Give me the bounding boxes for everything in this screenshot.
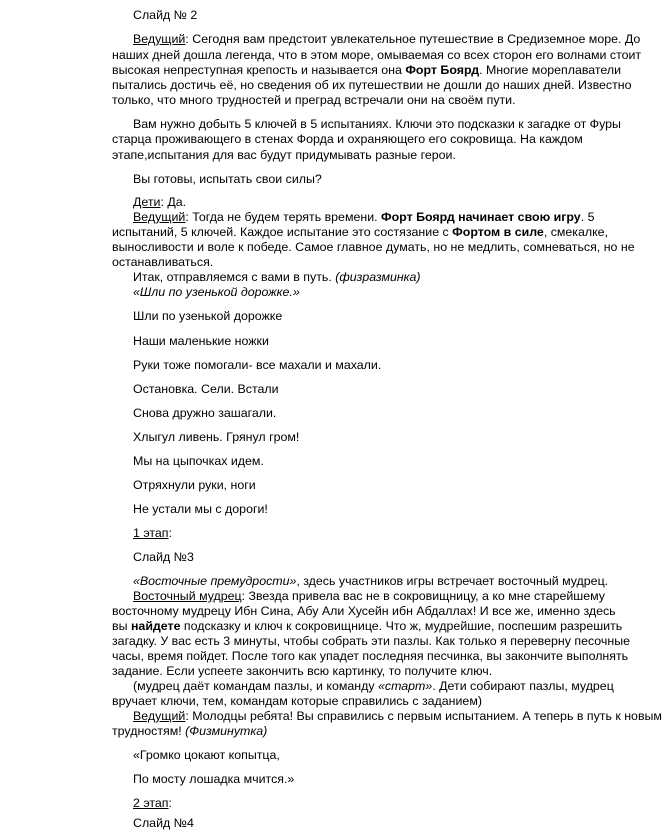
- paragraph-start-line: выносливости и воле к победе. Самое главное думать, но не медлить, сомневаться, но не: [112, 240, 635, 254]
- paragraph-wise-line: загадку. У вас есть 3 минуты, чтобы собрать эти пазлы. Как только я переверну песочные: [112, 634, 631, 648]
- speaker-label: Дети: [133, 195, 161, 209]
- fort-boyard-bold: Форт Боярд: [405, 63, 480, 77]
- paragraph-keys-line: старца проживающего в стенах Форда и охраняющего его сокровища. На каждом: [112, 132, 583, 146]
- paragraph-next-line: Ведущий: Молодцы ребята! Вы справились с первым испытанием. А теперь в путь к новым: [133, 709, 662, 723]
- paragraph-intro-line: пытались достичь её, но сведения об их путешествии не дошли до наших дней. Известно: [112, 78, 632, 92]
- speaker-label: Восточный мудрец: [133, 589, 242, 603]
- poem-line: Мы на цыпочках идем.: [133, 454, 264, 468]
- stage-1-heading: 1 этап:: [133, 526, 172, 540]
- poem-line: Отряхнули руки, ноги: [133, 478, 256, 492]
- paragraph-wise-line: Восточный мудрец: Звезда привела вас не в сокровищницу, а ко мне старейшему: [133, 589, 605, 603]
- poem-line: Остановка. Сели. Встали: [133, 382, 279, 396]
- speaker-label: Ведущий: [133, 709, 186, 723]
- paragraph-keys-line: этапе,испытания для вас будут придумывать разные герои.: [112, 148, 456, 162]
- poem-line: Руки тоже помогали- все махали и махали.: [133, 358, 382, 372]
- paragraph-start-line: Ведущий: Тогда не будем терять времени. Форт Боярд начинает свою игру. 5: [133, 210, 595, 224]
- poem-line: Хлыгул ливень. Грянул гром!: [133, 430, 300, 444]
- poem-line: Не устали мы с дороги!: [133, 502, 268, 516]
- verse-line: По мосту лошадка мчится.»: [133, 772, 295, 786]
- poem-line: Шли по узенькой дорожке: [133, 309, 283, 323]
- poem-line: Снова дружно зашагали.: [133, 406, 277, 420]
- poem-title: «Шли по узенькой дорожке.»: [133, 285, 300, 299]
- paragraph-wise-line: часы, время пойдет. После того как упадет последняя песчинка, вы закончите выполнять: [112, 649, 629, 663]
- paragraph-keys-line: Вам нужно добыть 5 ключей в 5 испытаниях. Ключи это подсказки к загадке от Фуры: [133, 117, 621, 131]
- paragraph-intro-line: высокая непреступная крепость и называется она Форт Боярд. Многие мореплаватели: [112, 63, 622, 77]
- paragraph-wise-line: восточному мудрецу Ибн Сина, Абу Али Хусейн ибн Абдаллах! И все же, именно здесь: [112, 604, 616, 618]
- paragraph-wise-line: «Восточные премудрости», здесь участников игры встречает восточный мудрец.: [133, 574, 609, 588]
- paragraph-wise-line: вы найдете подсказку и ключ к сокровищнице. Что ж, мудрейшие, поспешим разрешить: [112, 619, 623, 633]
- speaker-label: Ведущий: [133, 210, 186, 224]
- paragraph-wise-line: вручает ключи, тем, командам которые справились с заданием): [112, 694, 482, 708]
- paragraph-intro-line: наших дней дошла легенда, что в этом море, омываемая со всех сторон его волнами стоит: [112, 48, 642, 62]
- paragraph-start-line: Итак, отправляемся с вами в путь. (физразминка): [133, 270, 421, 284]
- paragraph-intro-line: Ведущий: Сегодня вам предстоит увлекательное путешествие в Средиземное море. До: [133, 32, 641, 46]
- paragraph-start-line: останавливаться.: [112, 255, 214, 269]
- stage-2-heading: 2 этап:: [133, 796, 172, 810]
- verse-line: «Громко цокают копытца,: [133, 748, 280, 762]
- kids-reply: Дети: Да.: [133, 195, 187, 209]
- paragraph-next-line: трудностям! (Физминутка): [112, 724, 268, 738]
- ready-question: Вы готовы, испытать свои силы?: [133, 172, 322, 186]
- paragraph-wise-line: (мудрец даёт командам пазлы, и команду «старт». Дети собирают пазлы, мудрец: [133, 679, 614, 693]
- paragraph-start-line: испытаний, 5 ключей. Каждое испытание это состязание с Фортом в силе, смекалке,: [112, 225, 609, 239]
- poem-line: Наши маленькие ножки: [133, 334, 269, 348]
- speaker-label: Ведущий: [133, 32, 186, 46]
- paragraph-intro-line: только, что много трудностей и преград встречали они на своём пути.: [112, 93, 516, 107]
- slide-4-heading: Слайд №4: [133, 816, 194, 830]
- paragraph-wise-line: задание. Если успеете закончить всю картинку, то получите ключ.: [112, 664, 493, 678]
- slide-2-heading: Слайд № 2: [133, 8, 198, 22]
- slide-3-heading: Слайд №3: [133, 550, 194, 564]
